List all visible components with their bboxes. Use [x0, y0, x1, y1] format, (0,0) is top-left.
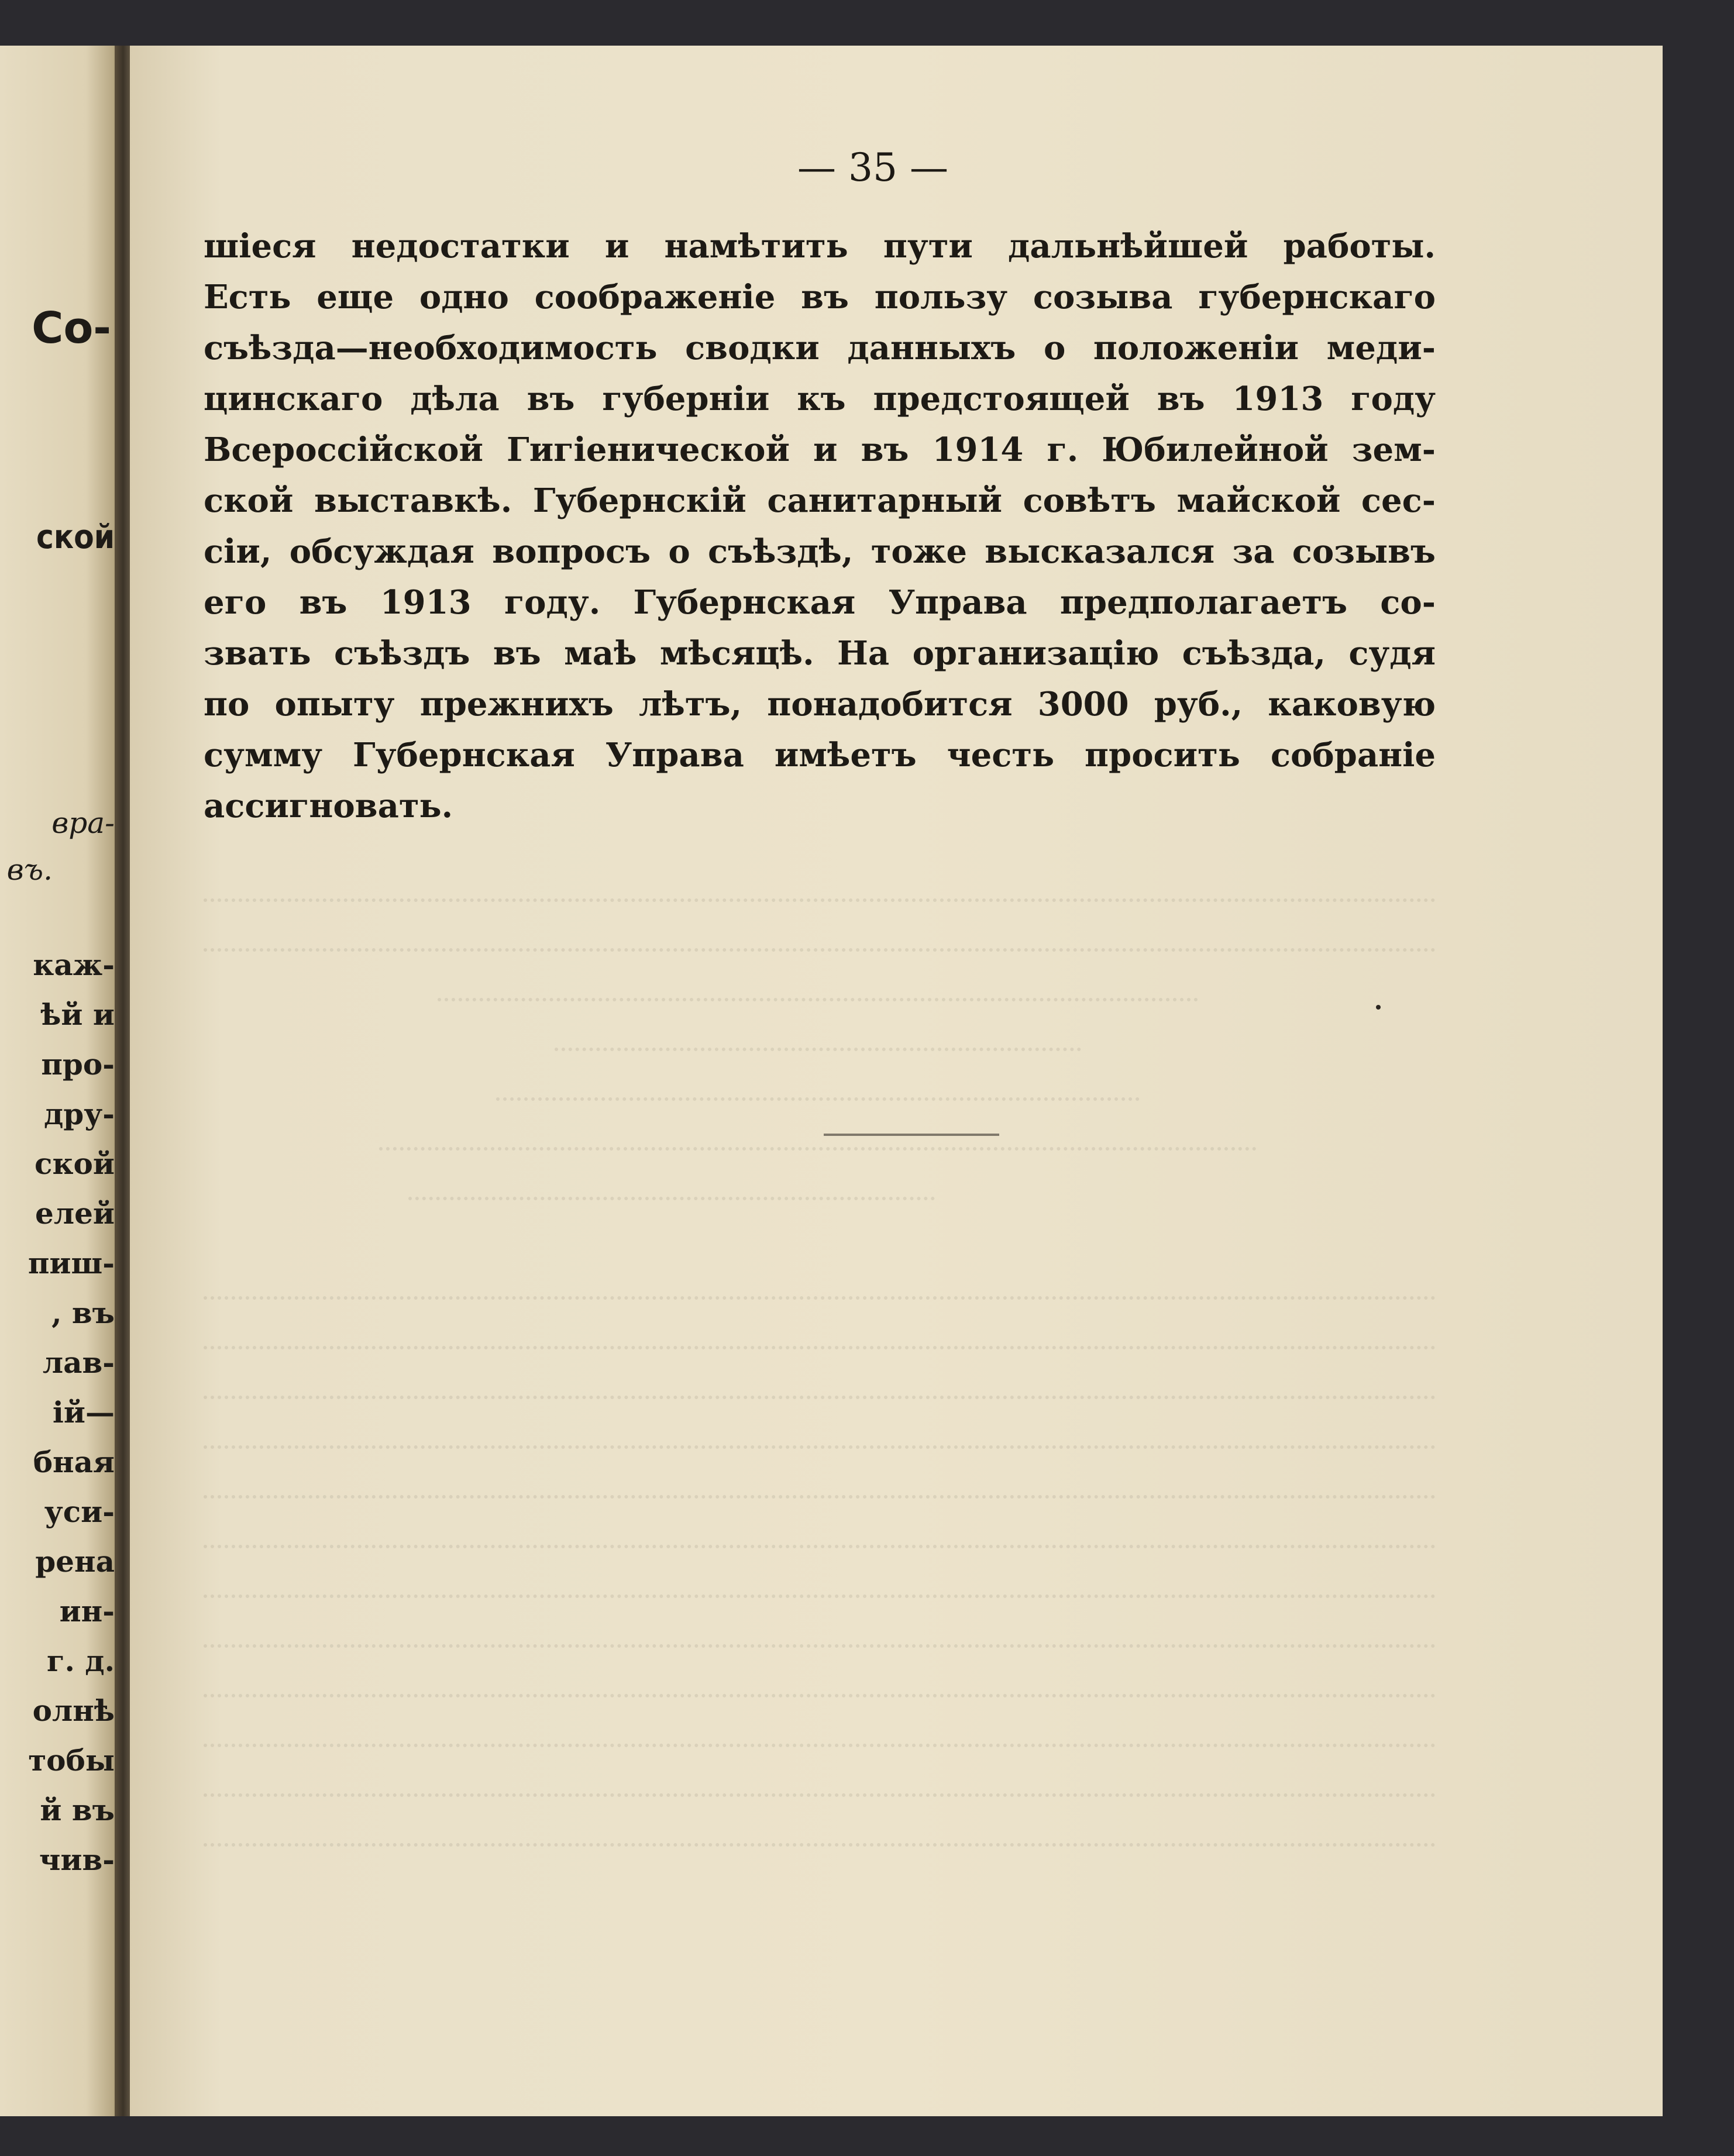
left-page-fragment: лав- [42, 1345, 115, 1380]
left-page-fragment: ской [36, 518, 115, 556]
bleed-line [204, 1479, 1436, 1499]
right-page [130, 46, 1663, 2116]
bleed-line [204, 1727, 1436, 1747]
left-page-fragment: г. д. [46, 1644, 115, 1678]
left-page-fragment: въ. [6, 853, 53, 887]
bleed-line [204, 1528, 1436, 1548]
left-page-fragment: рена [35, 1544, 115, 1579]
left-page-fragment: ій— [52, 1395, 115, 1430]
bleed-line [438, 981, 1198, 1001]
bleed-line [555, 1031, 1081, 1051]
text-line: его въ 1913 году. Губернская Управа предполагаетъ со- [204, 583, 1436, 622]
bleed-line [204, 1678, 1436, 1697]
bleed-line [204, 1578, 1436, 1598]
text-line: Есть еще одно соображеніе въ пользу созыва губернскаго [204, 278, 1436, 316]
bleed-line [204, 932, 1436, 952]
text-line: Всероссійской Гигіенической и въ 1914 г. Юбилейной зем- [204, 430, 1436, 469]
page-number: — 35 — [797, 145, 948, 190]
left-page-fragment: ской [35, 1146, 115, 1181]
text-line: сіи, обсуждая вопросъ о съѣздѣ, тоже высказался за созывъ [204, 532, 1436, 571]
bleed-line [204, 1379, 1436, 1399]
text-line: сумму Губернская Управа имѣетъ честь просить собраніе [204, 736, 1436, 774]
bleed-line [204, 1330, 1436, 1349]
text-line: ской выставкѣ. Губернскій санитарный совѣтъ майской сес- [204, 481, 1436, 520]
bleed-line [204, 882, 1436, 902]
left-page-ghost-text [0, 239, 123, 264]
left-page-fragment: про- [41, 1047, 115, 1082]
text-line: съѣзда—необходимость сводки данныхъ о положеніи меди- [204, 329, 1436, 367]
left-page-fragment: бная [33, 1445, 115, 1479]
text-line: ассигновать. [204, 787, 453, 825]
left-page-fragment: каж- [33, 948, 115, 982]
paper-speck [1376, 1005, 1381, 1010]
reverse-side-bleed-through [204, 829, 1436, 1941]
bleed-line [496, 1081, 1140, 1101]
left-page-fragment: вра- [51, 806, 115, 840]
text-line: цинскаго дѣла въ губерніи къ предстоящей въ 1913 году [204, 380, 1436, 418]
text-line: звать съѣздъ въ маѣ мѣсяцѣ. На организацію съѣзда, судя [204, 634, 1436, 673]
body-paragraph [204, 221, 1436, 832]
left-page-fragment: , въ [51, 1296, 115, 1330]
left-page-fragment: дру- [43, 1097, 115, 1131]
bleed-line [204, 1777, 1436, 1797]
bleed-line [204, 1827, 1436, 1847]
bleed-line [379, 1131, 1257, 1151]
left-page-fragment: ѣй и [40, 997, 115, 1032]
left-page-fragment: пиш- [27, 1246, 115, 1280]
left-page-fragment: уси- [44, 1494, 115, 1529]
bleed-line [204, 1280, 1436, 1300]
left-page-fragment: ин- [59, 1594, 115, 1628]
left-page-fragment: чив- [39, 1842, 115, 1877]
left-page-fragment: й въ [40, 1793, 115, 1827]
left-page-fragment: елей [35, 1196, 115, 1231]
text-line: шіеся недостатки и намѣтить пути дальнѣйшей работы. [204, 227, 1436, 266]
left-page-fragment: тобы [28, 1743, 115, 1778]
bleed-line [408, 1180, 935, 1200]
left-facing-page [0, 46, 123, 2116]
left-page-fragment: Со- [32, 303, 111, 353]
bleed-line [204, 1628, 1436, 1648]
bleed-line [204, 1429, 1436, 1449]
left-page-fragment: олнѣ [32, 1693, 115, 1728]
text-line: по опыту прежнихъ лѣтъ, понадобится 3000 руб., каковую [204, 685, 1436, 724]
bleed-rule [824, 1134, 999, 1136]
